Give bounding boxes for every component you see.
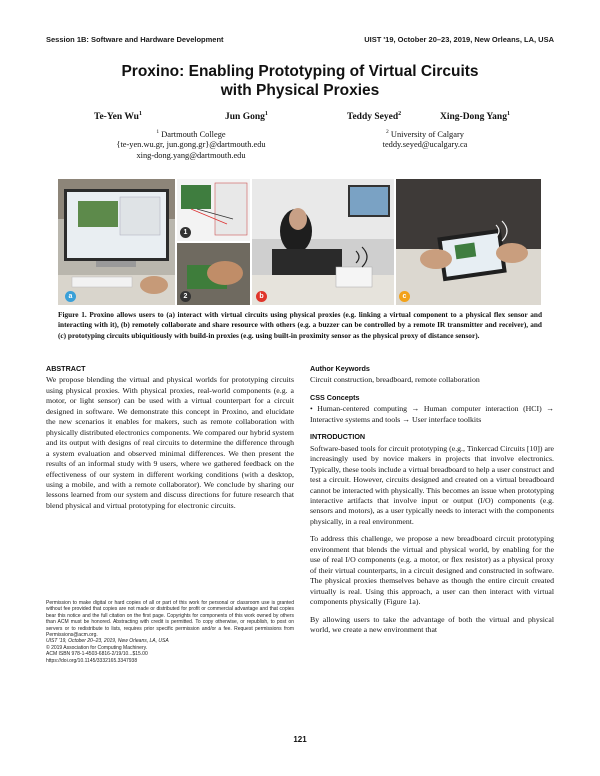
affiliation-dartmouth <box>80 127 302 162</box>
author-name: Jun Gong <box>225 112 265 123</box>
introduction-paragraph-1: Software-based tools for circuit prototyping (e.g., Tinkercad Circuits [10]) are increasingly used by novice makers in projects that involve electronics. Typically, these tools include a virtual breadboard to help a user construct and test a circuit. However, circuits designed and created on a virtual breadboard cannot be interacted with physically. This becomes an issue when prototyping interactive artifacts that involve input or output (I/O) components (e.g. sensors and motors), as a user typically needs to interact with the components physically, in a real environment. <box>310 443 554 526</box>
author-2 <box>225 111 268 122</box>
author-affiliation-mark: 1 <box>264 111 268 117</box>
figure-badge-2: 2 <box>180 291 191 302</box>
ccs-text: • Human-centered computing → Human computer interaction (HCI) → Interactive systems and tools → User interface toolkits <box>310 404 554 424</box>
figure-panel-b-remote <box>252 179 394 305</box>
doi-line: https://doi.org/10.1145/3332165.3347938 <box>46 657 138 664</box>
author-4 <box>440 111 510 122</box>
affiliation-email: teddy.seyed@ucalgary.ca <box>382 140 468 150</box>
page-number: 121 <box>293 735 307 744</box>
running-header-session: Session 1B: Software and Hardware Development <box>46 35 224 44</box>
figure-badge-1: 1 <box>180 227 191 238</box>
author-name: Te-Yen Wu <box>94 112 139 123</box>
permission-notice: Permission to make digital or hard copies of all or part of this work for personal or classroom use is granted without fee provided that copies are not made or distributed for profit or commercial advantage and that copies bear this notice and the full citation on the first page. Copyrights for components of this work owned by others than ACM must be honored. Abstracting with credit is permitted. To copy otherwise, or republish, to post on servers or to redistribute to lists, requires prior specific permission and/or a fee. Request permissions from Permissions@acm.org. <box>46 600 294 639</box>
right-column <box>310 364 554 635</box>
author-1 <box>94 111 142 122</box>
abstract-text: We propose blending the virtual and physical worlds for prototyping circuits using physical proxies. With physical proxies, real-world components (e.g. a motor, or light sensor) can be used with a virtual counterpart for a circuit designed in software. We demonstrate this concept in Proxino, and elucidate the new scenarios it enables for makers, such as remote collaboration with physically distributed electronics components. We compared our hybrid system and its output with designs of real circuits to determine the difference through a system evaluation and observed minimal differences. We then present the results of an informal study with 9 users, where we gathered feedback on the effectiveness of our system in different working conditions (with a desktop, using a mobile, and with a remote collaborator). We conclude by sharing our lessons learned from our system and discuss directions for future research that blend physical and virtual prototyping for electronic circuits. <box>46 375 294 510</box>
author-3 <box>347 111 401 122</box>
author-name: Xing-Dong Yang <box>440 112 507 123</box>
figure-badge-a: a <box>65 291 76 302</box>
copyright-line: © 2019 Association for Computing Machinery. <box>46 644 148 651</box>
figure-panel-a-desktop <box>58 179 175 305</box>
affiliation-email: xing-dong.yang@dartmouth.edu <box>136 150 246 160</box>
figure-photo-desktop <box>58 179 175 305</box>
introduction-paragraph-3: By allowing users to take the advantage of both the virtual and physical world, we create a new environment that <box>310 614 554 634</box>
author-affiliation-mark: 2 <box>398 111 402 117</box>
abstract-heading: ABSTRACT <box>46 364 86 373</box>
figure-panel-c-mobile <box>396 179 541 305</box>
affiliation-name: University of Calgary <box>390 129 464 139</box>
affiliation-name: Dartmouth College <box>161 129 226 139</box>
affiliation-mark: 2 <box>386 129 389 135</box>
ccs-heading: CSS Concepts <box>310 392 360 402</box>
isbn-line: ACM ISBN 978-1-4503-6816-2/19/10...$15.00 <box>46 651 148 658</box>
affiliation-email: {te-yen.wu.gr, jun.gong.gr}@dartmouth.edu <box>116 140 266 150</box>
figure-badge-c: c <box>399 291 410 302</box>
keywords-heading: Author Keywords <box>310 364 370 373</box>
figure-photo-remote-collaboration <box>252 179 394 305</box>
author-affiliation-mark: 1 <box>506 111 510 117</box>
running-header-conference: UIST '19, October 20–23, 2019, New Orleans, LA, USA <box>364 35 554 44</box>
figure-badge-b: b <box>256 291 267 302</box>
affiliation-calgary <box>345 127 505 151</box>
author-affiliation-mark: 1 <box>138 111 142 117</box>
affiliation-mark: 1 <box>156 129 160 135</box>
author-name: Teddy Seyed <box>347 112 399 123</box>
left-column <box>46 364 294 511</box>
paper-title-line-1: Proxino: Enabling Prototyping of Virtual Circuits <box>121 63 479 80</box>
paper-title <box>46 62 554 100</box>
introduction-paragraph-2: To address this challenge, we propose a new breadboard circuit prototyping environment that blends the virtual and physical world, by enabling for the use of real I/O components (e.g. a motor, or flex resistor) as a physical proxy of their virtual counterparts, in a circuit designed and constructed in software. The physical proxies themselves behave as though the entire circuit created virtually is real. Using this approach, a user can then interact with virtual components physically (Figure 1a). <box>310 534 554 607</box>
figure-caption: Figure 1. Proxino allows users to (a) interact with virtual circuits using physical proxies (e.g. linking a virtual component to a physical flex sensor and interacting with it), (b) remotely collaborate and share resource with others (e.g. a buzzer can be controlled by a remote IR transmitter and receiver), and (c) prototyping circuits ubiquitiously with build-in proxies (e.g. using built-in proximity sensor as the physical proxy of distance sensor). <box>58 310 542 340</box>
figure-photo-mobile-proxy <box>396 179 541 305</box>
conference-citation: UIST '19, October 20–23, 2019, New Orleans, LA, USA <box>46 638 169 645</box>
permission-block <box>46 600 294 664</box>
introduction-heading: INTRODUCTION <box>310 432 366 442</box>
keywords-text: Circuit construction, breadboard, remote collaboration <box>310 375 480 385</box>
paper-title-line-2: with Physical Proxies <box>220 82 380 99</box>
figure-1 <box>58 179 541 305</box>
